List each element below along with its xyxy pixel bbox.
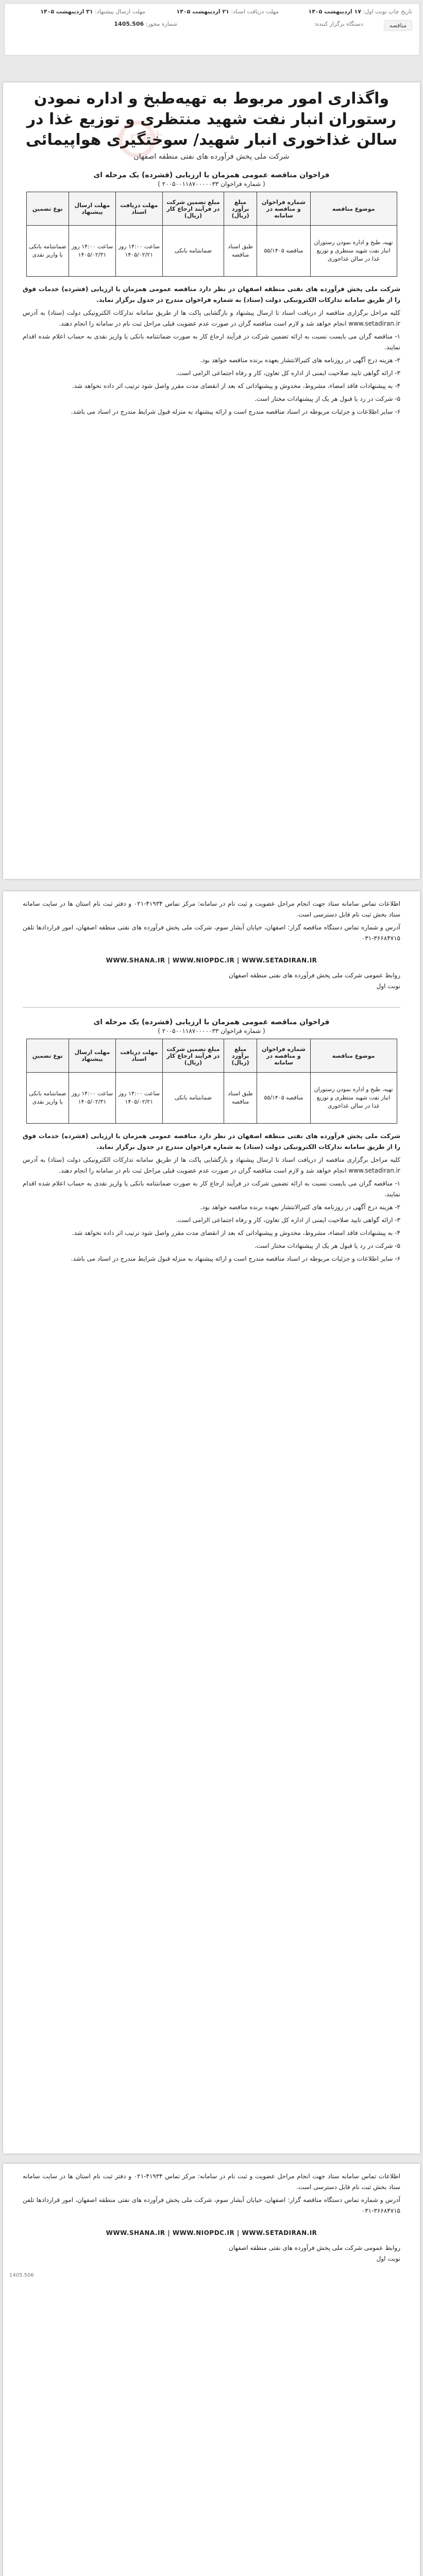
contact-line: نوبت اول: [376, 982, 400, 990]
table-header-cell: شماره فراخوان و مناقصه در سامانه: [257, 192, 311, 226]
body-paragraph: ۲- هزینه درج آگهی در روزنامه های کثیرالانتشار بعهده برنده مناقصه خواهد بود.: [200, 357, 400, 364]
table-cell: طبق اسناد مناقصه: [224, 226, 257, 277]
ad-sheet-2: [3, 891, 420, 2154]
ad-sheet-3: [3, 2164, 420, 2576]
table-header-cell: مهلت دریافت اسناد: [115, 1039, 162, 1073]
table-header-row: [26, 192, 397, 226]
tender-type-badge: مناقصه: [384, 20, 412, 31]
tender-meta-row: [5, 16, 419, 31]
table-header-cell: نوع تضمین: [26, 192, 69, 226]
table-cell: ساعت ۱۴:۰۰ روز ۱۴۰۵/۰۲/۲۱: [115, 1073, 162, 1124]
body-paragraph: ۳- ارائه گواهی تایید صلاحیت ایمنی از اداره کل تعاون، کار و رفاه اجتماعی الزامی است.: [176, 369, 400, 377]
body-paragraph: آدرس و شماره تماس دستگاه مناقصه گزار: اصفهان، خیابان آبشار سوم، شرکت ملی پخش فرآورده های نفتی منطقه اصفهان، امور قراردادها تلفن ۳۶۶۸۴۷۱۵-۰۳۱: [23, 2196, 400, 2214]
permit-number: شماره مجوز: 1405.506: [114, 21, 177, 27]
table-header-cell: موضوع مناقصه: [310, 192, 397, 226]
table-row: [26, 226, 397, 277]
body-paragraph: اطلاعات تماس سامانه ستاد جهت انجام مراحل عضویت و ثبت نام در سامانه: مرکز تماس ۴۱۹۳۴-۰۲۱ و دفتر ثبت نام استان ها در سایت سامانه ستاد بخش ثبت نام قابل دسترسی است.: [23, 2173, 400, 2191]
table-header-cell: موضوع مناقصه: [310, 1039, 397, 1073]
table-header-row: [26, 1039, 397, 1073]
contact-block: [3, 946, 420, 997]
contact-url[interactable]: WWW.SHANA.IR | WWW.NIOPDC.IR | WWW.SETADIRAN.IR: [106, 2229, 317, 2236]
tender-table: [26, 1039, 397, 1124]
ad-body: [3, 277, 420, 417]
table-cell: مناقصه ۵۵/۱۴۰۵: [257, 1073, 311, 1124]
table-cell: ضمانتنامه بانکی: [162, 1073, 224, 1124]
contact-block: [3, 2218, 420, 2269]
body-paragraph: آدرس و شماره تماس دستگاه مناقصه گزار: اصفهان، خیابان آبشار سوم، شرکت ملی پخش فرآورده های نفتی منطقه اصفهان، امور قراردادها تلفن ۳۶۶۸۴۷۱۵-۰۳۱: [23, 924, 400, 942]
table-header-cell: مهلت ارسال پیشنهاد: [69, 1039, 116, 1073]
receipt-deadline: مهلت دریافت اسناد: ۲۱ اردیبهشت ۱۴۰۵: [176, 8, 279, 15]
ad-sheet-1: [3, 82, 420, 879]
ad-body-continued: [3, 2164, 420, 2216]
ad-subtitle: شرکت ملی پخش فرآورده های نفتی منطقه اصفهان: [133, 152, 290, 161]
divider: [23, 1007, 400, 1008]
table-cell: تهیه، طبخ و اداره نمودن رستوران انبار نفت شهید منتظری و توزیع غذا در سالن غذاخوری: [310, 1073, 397, 1124]
tender-table: [26, 192, 397, 277]
organizer: دستگاه برگزار کننده:: [314, 21, 363, 27]
body-paragraph: شرکت ملی پخش فرآورده های نفتی منطقه اصفهان در نظر دارد مناقصه عمومی همزمان با ارزیابی (فشرده) خدمات فوق را از طریق سامانه تدارکات الکترونیکی دولت (ستاد) به شماره فراخوان مندرج در جدول برگزار نماید.: [23, 285, 400, 303]
table-subtitle: ( شماره فراخوان ۲۰۰۵۰۰۱۱۸۷۰۰۰۰۰۳۳ ): [158, 180, 265, 188]
table-cell: مناقصه ۵۵/۱۴۰۵: [257, 226, 311, 277]
body-paragraph: ۵- شرکت در رد یا قبول هر یک از پیشنهادات مختار است.: [254, 1242, 400, 1249]
table-row: [26, 1073, 397, 1124]
table-header-cell: مبلغ برآورد (ریال): [224, 1039, 257, 1073]
body-paragraph: شرکت ملی پخش فرآورده های نفتی منطقه اصفهان در نظر دارد مناقصه عمومی همزمان با ارزیابی (فشرده) خدمات فوق را از طریق سامانه تدارکات الکترونیکی دولت (ستاد) به شماره فراخوان مندرج در جدول برگزار نماید.: [23, 1132, 400, 1150]
body-paragraph: ۱- مناقصه گران می بایست نسبت به ارائه تضمین شرکت در فرآیند ارجاع کار به صورت ضمانتنامه بانکی یا واریز نقدی به حساب اعلام شده اقدام نمایند.: [23, 333, 400, 351]
release-date: تاریخ چاپ نوبت اول: ۱۷ اردیبهشت ۱۴۰۵: [308, 8, 412, 15]
table-cell: تهیه، طبخ و اداره نمودن رستوران انبار نفت شهید منتظری و توزیع غذا در سالن غذاخوری: [310, 226, 397, 277]
table-title: فراخوان مناقصه عمومی همزمان با ارزیابی (فشرده) یک مرحله ای: [93, 171, 330, 179]
table-header-cell: نوع تضمین: [26, 1039, 69, 1073]
body-paragraph: ۴- به پیشنهادات فاقد امضاء، مشروط، مخدوش و پیشنهاداتی که بعد از انقضای مدت مقرر واصل شود ترتیب اثر داده نخواهد شد.: [72, 382, 400, 389]
table-cell: ضمانتنامه بانکی یا واریز نقدی: [26, 1073, 69, 1124]
body-paragraph: ۲- هزینه درج آگهی در روزنامه های کثیرالانتشار بعهده برنده مناقصه خواهد بود.: [200, 1204, 400, 1211]
tender-dates-row: [5, 4, 419, 16]
page-marker: 1405.506: [9, 2273, 34, 2278]
table-subtitle: ( شماره فراخوان ۲۰۰۵۰۰۱۱۸۷۰۰۰۰۰۳۳ ): [158, 1027, 265, 1035]
table-cell: ساعت ۱۴:۰۰ روز ۱۴۰۵/۰۲/۳۱: [69, 1073, 116, 1124]
contact-line: روابط عمومی شرکت ملی پخش فرآورده های نفتی منطقه اصفهان: [229, 972, 400, 979]
body-paragraph: کلیه مراحل برگزاری مناقصه از دریافت اسناد تا ارسال پیشنهاد و بازگشایی پاکت ها از طریق سامانه تدارکات الکترونیکی دولت (ستاد) به آدرس www.setadiran.ir انجام خواهد شد و لازم است مناقصه گران در صورت عدم عضویت قبلی مراحل ثبت نام در سامانه را انجام دهند.: [23, 309, 400, 327]
watermark-text: r.net: [116, 127, 163, 150]
table-header-cell: مهلت دریافت اسناد: [115, 192, 162, 226]
table-header-cell: مهلت ارسال پیشنهاد: [69, 192, 116, 226]
table-header-cell: شماره فراخوان و مناقصه در سامانه: [257, 1039, 311, 1073]
contact-line: نوبت اول: [376, 2255, 400, 2262]
table-title: فراخوان مناقصه عمومی همزمان با ارزیابی (فشرده) یک مرحله ای: [93, 1018, 330, 1026]
ad-body-continued: [3, 891, 420, 944]
table-header-cell: مبلغ برآورد (ریال): [224, 192, 257, 226]
body-paragraph: کلیه مراحل برگزاری مناقصه از دریافت اسناد تا ارسال پیشنهاد و بازگشایی پاکت ها از طریق سامانه تدارکات الکترونیکی دولت (ستاد) به آدرس www.setadiran.ir انجام خواهد شد و لازم است مناقصه گران در صورت عدم عضویت قبلی مراحل ثبت نام در سامانه را انجام دهند.: [23, 1156, 400, 1174]
contact-url[interactable]: WWW.SHANA.IR | WWW.NIOPDC.IR | WWW.SETADIRAN.IR: [106, 957, 317, 964]
table-header-cell: مبلغ تضمین شرکت در فرآیند ارجاع کار (ریال): [162, 192, 224, 226]
table-cell: ضمانتنامه بانکی: [162, 226, 224, 277]
table-cell: ساعت ۱۴:۰۰ روز ۱۴۰۵/۰۲/۲۱: [115, 226, 162, 277]
body-paragraph: ۳- ارائه گواهی تایید صلاحیت ایمنی از اداره کل تعاون، کار و رفاه اجتماعی الزامی است.: [176, 1216, 400, 1224]
body-paragraph: اطلاعات تماس سامانه ستاد جهت انجام مراحل عضویت و ثبت نام در سامانه: مرکز تماس ۴۱۹۳۴-۰۲۱ و دفتر ثبت نام استان ها در سایت سامانه ستاد بخش ثبت نام قابل دسترسی است.: [23, 900, 400, 918]
body-paragraph: ۶- سایر اطلاعات و جزئیات مربوطه در اسناد مناقصه مندرج است و ارائه پیشنهاد به منزله قبول شرایط مندرج در اسناد می باشد.: [71, 408, 400, 415]
contact-line: روابط عمومی شرکت ملی پخش فرآورده های نفتی منطقه اصفهان: [229, 2244, 400, 2251]
body-paragraph: ۱- مناقصه گران می بایست نسبت به ارائه تضمین شرکت در فرآیند ارجاع کار به صورت ضمانتنامه بانکی یا واریز نقدی به حساب اعلام شده اقدام نمایند.: [23, 1180, 400, 1198]
tender-info-panel: [4, 3, 420, 56]
table-cell: ساعت ۱۴:۰۰ روز ۱۴۰۵/۰۲/۳۱: [69, 226, 116, 277]
body-paragraph: ۵- شرکت در رد یا قبول هر یک از پیشنهادات مختار است.: [254, 395, 400, 402]
body-paragraph: ۶- سایر اطلاعات و جزئیات مربوطه در اسناد مناقصه مندرج است و ارائه پیشنهاد به منزله قبول شرایط مندرج در اسناد می باشد.: [71, 1255, 400, 1262]
table-cell: طبق اسناد مناقصه: [224, 1073, 257, 1124]
submit-deadline: مهلت ارسال پیشنهاد: ۳۱ اردیبهشت ۱۴۰۵: [40, 8, 145, 15]
body-paragraph: ۴- به پیشنهادات فاقد امضاء، مشروط، مخدوش و پیشنهاداتی که بعد از انقضای مدت مقرر واصل شود ترتیب اثر داده نخواهد شد.: [72, 1229, 400, 1236]
table-cell: ضمانتنامه بانکی یا واریز نقدی: [26, 226, 69, 277]
ad-body: [3, 1124, 420, 1264]
ad-title: واگذاری امور مربوط به تهیه‌طبخ و اداره نمودن رستوران انبار نفت شهید منتظری و توزیع غذا در سالن غذاخوری انبار شهید/ سوختگیری هواپیمائی: [25, 90, 398, 149]
table-header-cell: مبلغ تضمین شرکت در فرآیند ارجاع کار (ریال): [162, 1039, 224, 1073]
